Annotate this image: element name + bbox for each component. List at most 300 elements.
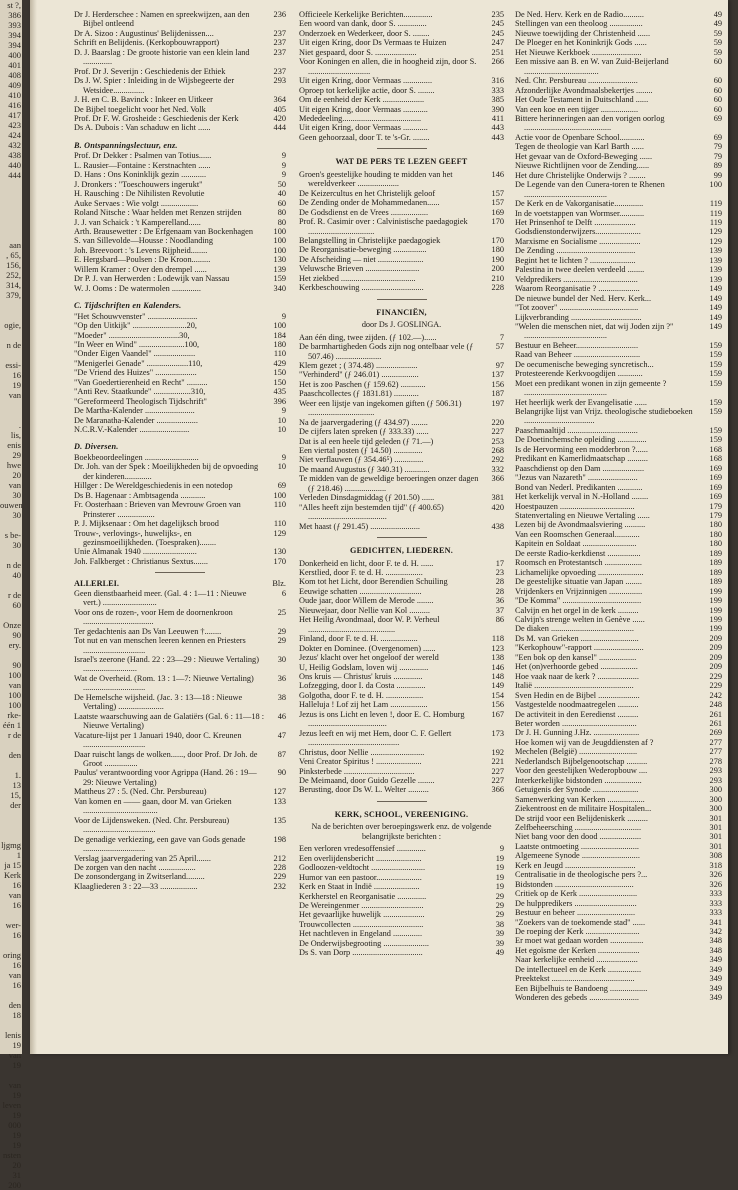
index-entry <box>515 445 722 454</box>
index-entry <box>299 189 504 198</box>
entry-title: "Tot zoover" ...................................... <box>515 303 639 313</box>
fragment-line: ja 15 <box>4 860 21 870</box>
index-entry <box>299 76 504 85</box>
entry-page: 38 <box>277 692 286 702</box>
index-entry <box>299 568 504 577</box>
entry-page: 390 <box>491 104 504 114</box>
entry-title: Nederlandsch Bijbelgenootschap .......... <box>515 756 648 766</box>
index-entry <box>515 199 722 208</box>
index-entry <box>299 587 504 596</box>
entry-page: 17 <box>495 558 504 568</box>
entry-title: Er moet wat gedaan worden ................ <box>515 936 644 946</box>
entry-title: In de voetstappen van Wormser............ <box>515 208 645 218</box>
entry-page: 150 <box>273 377 286 387</box>
entry-page: 80 <box>277 208 286 218</box>
entry-title: Bidstonden ...................................... <box>515 879 634 889</box>
entry-page: 189 <box>709 567 722 577</box>
entry-page: 57 <box>495 342 504 352</box>
entry-title: Centralisatie in de theologische pers ?... <box>515 870 648 880</box>
fragment-line: der <box>10 800 21 810</box>
index-entry <box>515 539 722 548</box>
index-entry <box>74 274 286 283</box>
index-entry <box>299 236 504 245</box>
entry-page: 139 <box>709 274 722 284</box>
entry-page: 349 <box>709 964 722 974</box>
entry-page: 139 <box>273 264 286 274</box>
index-entry <box>74 872 286 881</box>
entry-title: Het is zoo Paschen (ƒ 159.62) ............ <box>299 379 426 389</box>
index-entry <box>74 284 286 293</box>
section-heading: D. Diversen. <box>74 442 119 452</box>
index-entry <box>515 511 722 520</box>
fragment-line: 444 <box>8 170 21 180</box>
entry-page: 29 <box>277 636 286 646</box>
entry-page: 135 <box>273 815 286 825</box>
entry-page: 28 <box>495 577 504 587</box>
entry-title: Boekbeoordeelingen .......................... <box>74 452 199 462</box>
entry-title: Sven Hedin en de Bijbel .................... <box>515 690 640 700</box>
entry-page: 29 <box>495 900 504 910</box>
index-entry <box>515 757 722 766</box>
index-entry <box>74 123 286 132</box>
entry-title: Israel's zeerone (Hand. 22 : 23—29 : Nieuwe Vertaling) .......................... <box>74 655 259 674</box>
entry-title: Jezus is ons Licht en leven !, door E. C. Homburg ...................................... <box>299 709 465 729</box>
index-entry <box>299 455 504 464</box>
entry-page: 197 <box>491 398 504 408</box>
index-entry <box>299 929 504 938</box>
entry-title: Weer een lijstje van ingekomen giften (ƒ 506.31) ................................ <box>299 398 462 418</box>
divider <box>155 572 205 573</box>
entry-title: Veni Creator Spiritus ! ...................... <box>299 757 422 767</box>
index-entry <box>515 634 722 643</box>
entry-page: 277 <box>709 747 722 757</box>
entry-page: 19 <box>495 863 504 873</box>
entry-title: Het dure Christelijke Onderwijs ? ........ <box>515 170 646 180</box>
entry-page: 59 <box>713 47 722 57</box>
fragment-line: 416 <box>8 100 21 110</box>
entry-title: L. Rausier—Fontaine : Kerstnachten ...... <box>74 160 211 170</box>
entry-title: Bestuur en Beheer.............................. <box>515 340 639 350</box>
index-entry <box>515 152 722 161</box>
entry-title: Italië ................................................ <box>515 681 634 691</box>
entry-page: 209 <box>709 643 722 653</box>
index-entry <box>515 719 722 728</box>
entry-title: W. J. Ooms : De watermolen .............. <box>74 283 201 293</box>
entry-title: Ds A. Dubois : Van schaduw en licht ...... <box>74 123 211 133</box>
index-entry <box>515 284 722 293</box>
entry-page: 80 <box>277 217 286 227</box>
entry-page: 301 <box>709 832 722 842</box>
entry-title: Voor ons de rozen-, voor Hem de doornenkroon .................................. <box>74 607 233 627</box>
entry-page: 349 <box>709 955 722 965</box>
index-entry <box>74 105 286 114</box>
index-entry <box>74 863 286 872</box>
entry-page: 212 <box>273 853 286 863</box>
entry-page: 300 <box>709 804 722 814</box>
entry-page: 100 <box>709 180 722 190</box>
entry-page: 159 <box>709 378 722 388</box>
index-entry <box>299 86 504 95</box>
entry-page: 60 <box>713 104 722 114</box>
fragment-line: s be- 30 <box>4 530 21 550</box>
entry-title: Calvijn en het orgel in de kerk .......... <box>515 605 639 615</box>
entry-page: 168 <box>709 444 722 454</box>
index-entry <box>515 870 722 879</box>
entry-title: Golgotha, door F. te d. H. .................. <box>299 690 424 700</box>
entry-page: 187 <box>491 389 504 399</box>
entry-title: Protesteerende Kerkvoogdijen ............ <box>515 369 643 379</box>
entry-page: 119 <box>709 217 722 227</box>
entry-page: 228 <box>491 283 504 293</box>
entry-title: Van een Roomschen Generaal............ <box>515 529 640 539</box>
entry-page: 200 <box>491 264 504 274</box>
index-entry <box>515 313 722 322</box>
entry-page: 444 <box>273 123 286 133</box>
entry-page: 159 <box>709 359 722 369</box>
column-3 <box>515 10 722 1003</box>
entry-title: Unie Almanak 1940 .......................... <box>74 547 197 557</box>
entry-page: 221 <box>491 757 504 767</box>
entry-title: "Het Schouwvenster" ........................ <box>74 311 198 321</box>
index-entry <box>299 844 504 853</box>
entry-page: 300 <box>709 794 722 804</box>
entry-title: Stellingen van een theoloog ................ <box>515 19 643 29</box>
entry-title: Critiek op de Kerk ............................ <box>515 889 638 899</box>
entry-page: 301 <box>709 822 722 832</box>
entry-page: 10 <box>277 415 286 425</box>
entry-title: Ons kruis — Christus' kruis .............. <box>299 672 423 681</box>
fragment-line <box>0 350 21 360</box>
fragment-line: n de <box>6 340 21 350</box>
fragment-line: 417 <box>8 110 21 120</box>
index-entry <box>299 389 504 398</box>
section-heading: KERK, SCHOOL, VEREENIGING. <box>334 809 469 819</box>
entry-page: 159 <box>709 369 722 379</box>
index-entry <box>515 171 722 180</box>
section-subtitle: door Ds J. GOSLINGA. <box>361 320 442 330</box>
entry-title: Ds S. van Dorp .................................. <box>299 948 423 958</box>
entry-page: 149 <box>709 284 722 294</box>
entry-title: Een missive aan B. en W. van Zuid-Beijerland .................................... <box>515 57 669 76</box>
index-entry <box>299 333 504 342</box>
index-entry <box>299 785 504 794</box>
index-entry <box>74 227 286 236</box>
index-entry <box>74 768 286 787</box>
entry-page: 237 <box>273 38 286 48</box>
entry-title: De barmhartigheden Gods zijn nog ontelbaar vele (ƒ 507.46) ...................... <box>299 342 474 361</box>
entry-title: Kapitein en Soldaat .......................... <box>515 539 637 549</box>
index-entry <box>299 255 504 264</box>
entry-page: 232 <box>273 881 286 891</box>
entry-page: 170 <box>273 556 286 566</box>
index-entry <box>515 369 722 378</box>
entry-page: 60 <box>277 198 286 208</box>
entry-title: Het (on)verhoorde gebed .................. <box>515 662 638 672</box>
fragment-line: 401 <box>8 60 21 70</box>
index-entry <box>74 491 286 500</box>
entry-page: 146 <box>491 662 504 672</box>
index-entry <box>74 882 286 891</box>
index-entry <box>74 627 286 636</box>
index-entry <box>515 804 722 813</box>
entry-title: Het egoïsme der Kerken .................... <box>515 945 640 955</box>
entry-title: Moet een predikant wonen in zijn gemeente ? ........................................ <box>515 378 667 398</box>
entry-page: 253 <box>491 436 504 446</box>
index-entry <box>515 710 722 719</box>
fragment-line: ogie, <box>4 320 21 330</box>
entry-title: De Martha-Kalender ........................ <box>74 406 195 416</box>
index-entry <box>299 559 504 568</box>
entry-page: 169 <box>709 463 722 473</box>
entry-page: 179 <box>709 501 722 511</box>
fragment-line <box>0 810 21 820</box>
entry-title: Hillger : De Wereldgeschiedenis in een notedop <box>74 481 233 491</box>
entry-page: 29 <box>495 891 504 901</box>
entry-page: 184 <box>273 330 286 340</box>
entry-title: De diaken ........................................ <box>515 624 634 634</box>
index-entry <box>299 663 504 672</box>
index-entry <box>74 189 286 198</box>
index-entry <box>74 500 286 519</box>
entry-title: Ds J. W. Spier : Inleiding in de Wijsbegeerte der Wetsidee............... <box>74 76 235 95</box>
index-entry <box>515 256 722 265</box>
entry-title: Mededeeling...................................... <box>299 113 422 123</box>
entry-title: Interkerkelijke bidstonden .................. <box>515 775 642 785</box>
fragment-line: van 16 <box>8 970 21 990</box>
entry-title: Ds B. Hagenaar : Ambtsagenda ............ <box>74 490 206 500</box>
entry-title: P. J. Mijksenaar : Om het dagelijksch brood <box>74 519 219 529</box>
fragment-line: van 100 <box>8 680 21 700</box>
entry-title: Groen's geestelijke houding te midden van het wereldverkeer .................... <box>299 169 453 189</box>
fragment-line <box>0 300 21 310</box>
index-entry <box>299 198 504 207</box>
entry-title: Uit eigen Kring, door Vermaas .............. <box>299 76 433 86</box>
entry-page: 49 <box>495 948 504 958</box>
entry-title: De eerste Radio-kerkdienst ................ <box>515 548 641 558</box>
index-entry <box>515 350 722 359</box>
index-entry <box>299 522 504 531</box>
entry-page: 180 <box>709 529 722 539</box>
entry-page: 198 <box>273 834 286 844</box>
index-entry <box>515 237 722 246</box>
entry-page: 292 <box>491 455 504 465</box>
entry-title: Hoe komen wij van de Jeugddiensten af ? <box>515 737 654 747</box>
index-entry <box>515 502 722 511</box>
entry-title: Wonderen des gebeds ........................ <box>515 993 639 1003</box>
entry-page: 37 <box>495 605 504 615</box>
entry-title: Geen gehoorzaal, door T. te 's-Gr. ........ <box>299 132 430 142</box>
entry-title: Zelfbeheersching ................................ <box>515 822 642 832</box>
index-entry <box>299 596 504 605</box>
index-entry <box>515 209 722 218</box>
entry-page: 39 <box>495 929 504 939</box>
entry-title: "Menigerlei Genade" ....................110, <box>74 358 203 368</box>
entry-page: 261 <box>709 709 722 719</box>
fragment-line: 1. <box>14 770 21 780</box>
index-entry <box>515 596 722 605</box>
entry-page: 19 <box>495 872 504 882</box>
entry-title: "Moeder" ..................................30, <box>74 330 190 340</box>
entry-page: 9 <box>281 311 286 321</box>
index-entry <box>515 558 722 567</box>
index-entry <box>74 29 286 38</box>
entry-page: 199 <box>709 615 722 624</box>
index-entry <box>299 776 504 785</box>
index-entry <box>74 481 286 490</box>
fragment-line: wer- 16 <box>5 920 21 940</box>
index-entry <box>74 462 286 481</box>
index-entry <box>515 899 722 908</box>
entry-page: 30 <box>277 655 286 664</box>
index-entry <box>299 767 504 776</box>
entry-title: Godsdienstonderwijzers...................... <box>515 227 641 237</box>
entry-title: Schrift en Belijdenis. (Kerkopbouwrapport) <box>74 38 220 48</box>
entry-page: 341 <box>709 917 722 927</box>
entry-page: 59 <box>713 38 722 48</box>
entry-page: 38 <box>495 919 504 929</box>
index-entry <box>299 38 504 47</box>
entry-page: 123 <box>491 643 504 653</box>
entry-page: 159 <box>709 350 722 360</box>
fragment-line <box>0 1020 21 1030</box>
index-entry <box>515 426 722 435</box>
fragment-line <box>0 820 21 830</box>
entry-page: 99 <box>713 170 722 180</box>
index-entry <box>74 349 286 358</box>
entry-page: 342 <box>709 926 722 936</box>
entry-page: 60 <box>713 95 722 105</box>
entry-page: 228 <box>273 862 286 872</box>
entry-page: 9 <box>281 160 286 170</box>
index-entry <box>515 549 722 558</box>
entry-page: 227 <box>491 766 504 776</box>
entry-title: De Ploeger en het Koninkrijk Gods ...... <box>515 38 647 48</box>
entry-page: 157 <box>491 188 504 198</box>
entry-title: Vastgestelde noodmaatregelen .......... <box>515 700 639 710</box>
entry-title: Samenwerking van Kerken .................. <box>515 794 645 804</box>
entry-title: E. Hergsbard—Poulsen : De Kroon......... <box>74 255 211 265</box>
index-entry <box>299 672 504 681</box>
entry-page: 220 <box>491 417 504 427</box>
fragment-line: 156, <box>6 260 21 270</box>
index-entry <box>515 180 722 199</box>
index-entry <box>74 425 286 434</box>
entry-title: De Onderwijsbegrooting ...................... <box>299 938 429 948</box>
index-entry <box>74 397 286 406</box>
fragment-line: 438 <box>8 150 21 160</box>
entry-title: Een woord van dank, door S. .............. <box>299 19 427 29</box>
fragment-line <box>0 520 21 530</box>
entry-page: 89 <box>713 161 722 171</box>
entry-page: 340 <box>273 283 286 293</box>
entry-page: 169 <box>709 482 722 492</box>
entry-title: Het Oude Testament in Duitschland ...... <box>515 95 649 105</box>
index-entry <box>299 48 504 57</box>
entry-title: "Gereformeerd Theologisch Tijdschrift" <box>74 396 207 406</box>
entry-page: 69 <box>713 132 722 142</box>
entry-title: De zonsondergang in Zwitserland......... <box>74 872 205 882</box>
entry-title: Veldpredikers .................................... <box>515 274 638 284</box>
index-entry <box>299 114 504 123</box>
entry-title: Afzonderlijke Avondmaalsbekertjes ........ <box>515 85 653 95</box>
index-entry <box>515 492 722 501</box>
entry-page: 429 <box>273 358 286 368</box>
index-entry <box>299 939 504 948</box>
entry-page: 10 <box>277 425 286 435</box>
index-entry <box>299 133 504 142</box>
entry-title: Vacature-lijst per 1 Januari 1940, door C. Kreunen .............................. <box>74 730 242 750</box>
entry-title: Kerk en Jeugd .................................. <box>515 860 636 870</box>
entry-page: 349 <box>709 983 722 993</box>
index-entry <box>515 738 722 747</box>
index-entry <box>299 920 504 929</box>
entry-title: J. H. en C. B. Bavinck : Inkeer en Uitkeer <box>74 95 213 105</box>
entry-title: Roland Nitsche : Waar helden met Renzen strijden <box>74 208 242 218</box>
entry-title: Dr J. Herderschee : Namen en spreekwijzen, aan den Bijbel ontleend <box>74 10 250 29</box>
entry-page: 293 <box>273 76 286 86</box>
entry-page: 326 <box>709 879 722 889</box>
fragment-line <box>0 220 21 230</box>
index-entry <box>74 674 286 693</box>
entry-title: Om de eenheid der Kerk .................... <box>299 95 425 105</box>
index-entry <box>74 750 286 769</box>
entry-page: 148 <box>491 672 504 681</box>
fragment-line: 90 <box>12 660 21 670</box>
entry-page: 149 <box>491 681 504 691</box>
entry-title: Een Bijbelhuis te Bandoeng .................. <box>515 983 648 993</box>
entry-title: Waarom Reorganisatie ? .................... <box>515 284 640 294</box>
entry-title: Naar kerkelijke eenheid .................... <box>515 955 638 965</box>
index-entry <box>74 835 286 854</box>
index-entry <box>299 361 504 370</box>
index-entry <box>515 86 722 95</box>
entry-title: De Hemelsche wijsheid. (Jac. 3 : 13—18 : Nieuwe Vertaling) ...................... <box>74 692 243 712</box>
entry-page: 168 <box>709 454 722 464</box>
index-entry <box>74 787 286 796</box>
index-entry <box>515 643 722 652</box>
entry-title: Lijkverbranding .................................. <box>515 312 642 322</box>
entry-page: 146 <box>491 169 504 179</box>
entry-title: Ned. Chr. Persbureau ........................ <box>515 76 638 86</box>
index-entry <box>515 435 722 444</box>
index-entry <box>299 474 504 493</box>
index-entry <box>74 854 286 863</box>
fragment-line: van 16 <box>8 890 21 910</box>
fragment-line <box>0 330 21 340</box>
entry-title: Nieuwe toewijding der Christenheid ...... <box>515 28 651 38</box>
index-entry <box>299 873 504 882</box>
entry-title: De Zending ...................................... <box>515 246 636 256</box>
entry-title: De roeping der Kerk .......................... <box>515 926 640 936</box>
entry-page: 245 <box>491 28 504 38</box>
entry-title: De nieuwe bundel der Ned. Herv. Kerk... <box>515 293 652 303</box>
entry-title: Prof. R. Casimir over : Calvinistische paedagogiek ................................ <box>299 217 468 236</box>
entry-page: 137 <box>491 370 504 380</box>
index-entry <box>515 615 722 624</box>
index-entry <box>299 446 504 455</box>
entry-title: Trouw-, verlovings-, huwelijks-, en gezinsmoeilijkheden. (Toespraken)........ <box>74 528 217 548</box>
entry-page: 169 <box>709 492 722 502</box>
entry-title: Het nachtleven in Engeland .............. <box>299 929 423 939</box>
entry-page: 133 <box>273 796 286 806</box>
entry-title: Paaschdienst op den Dam .................... <box>515 463 645 473</box>
index-entry <box>74 378 286 387</box>
entry-title: Bond van Nederl. Predikanten ............ <box>515 482 643 492</box>
entry-page: 119 <box>709 208 722 218</box>
fragment-line: ouwen 30 <box>0 500 23 520</box>
entry-page: 326 <box>709 870 722 880</box>
entry-title: J. J. van Schaick : 't Kamperelland...... <box>74 217 201 227</box>
